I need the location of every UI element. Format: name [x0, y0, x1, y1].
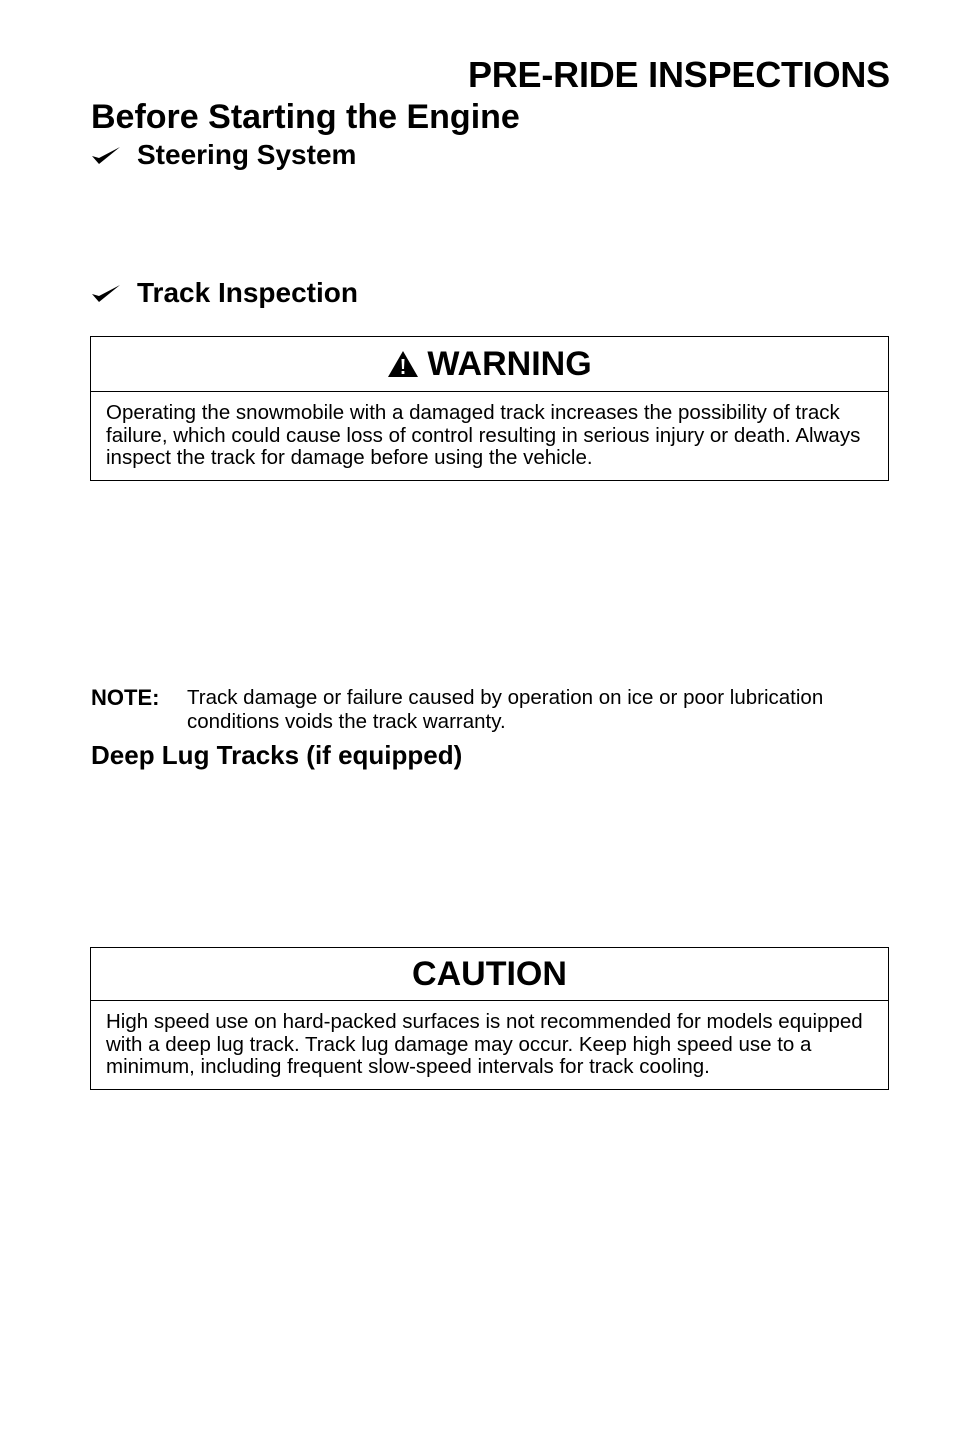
caution-box: [90, 947, 889, 1090]
section-title: Before Starting the Engine: [91, 98, 520, 136]
caution-header: [91, 948, 888, 1001]
note-label: NOTE:: [91, 685, 160, 710]
steering-system-label: Steering System: [137, 139, 357, 170]
caution-title: CAUTION: [412, 954, 567, 993]
checkmark-icon: [91, 282, 121, 304]
caution-text: High speed use on hard-packed surfaces is not recommended for models equipped with a deep lug track. Track lug damage may occur. Keep high speed use to a minimum, including frequent slow-speed intervals for track cooling.: [106, 1010, 863, 1078]
track-inspection-heading: [91, 277, 358, 309]
note: [91, 686, 891, 734]
note-text: Track damage or failure caused by operation on ice or poor lubrication conditions voids the track warranty.: [187, 686, 824, 733]
warning-box: [90, 336, 889, 481]
warning-text: Operating the snowmobile with a damaged track increases the possibility of track failure, which could cause loss of control resulting in serious injury or death. Always inspect the track for damage before using the vehicle.: [106, 401, 861, 469]
steering-system-heading: [91, 139, 356, 171]
warning-triangle-icon: [387, 350, 419, 378]
page-title: PRE-RIDE INSPECTIONS: [467, 54, 890, 95]
checkmark-icon: [91, 144, 121, 166]
track-inspection-label: Track Inspection: [137, 277, 358, 308]
deep-lug-tracks-heading: Deep Lug Tracks (if equipped): [91, 740, 463, 770]
warning-header: [91, 337, 888, 392]
warning-title: WARNING: [427, 344, 592, 383]
